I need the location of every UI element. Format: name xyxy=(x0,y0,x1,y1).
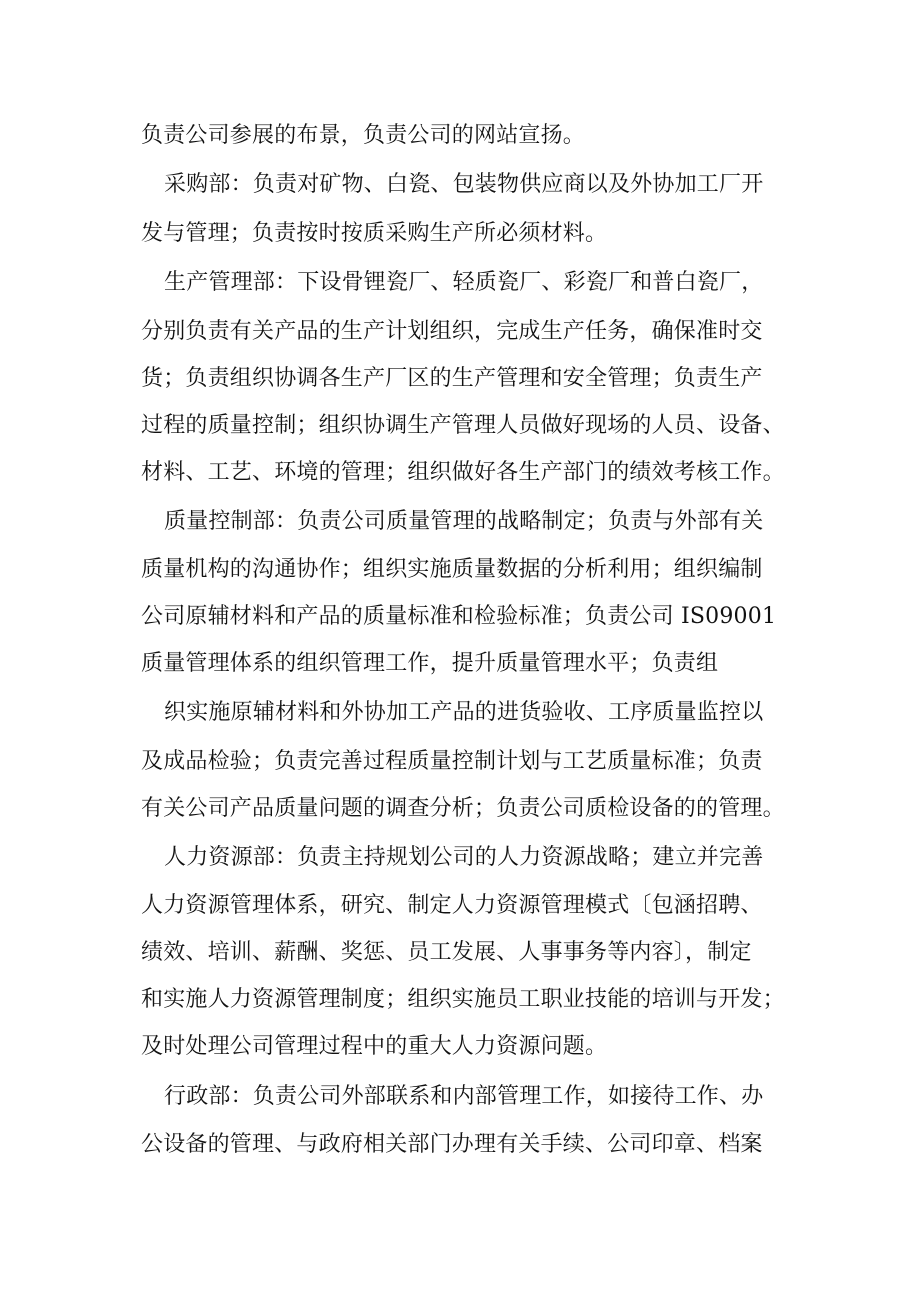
text-line: 公司原辅材料和产品的质量标准和检验标准；负责公司 IS09001 xyxy=(141,604,777,629)
text-line: 负责公司参展的布景，负责公司的网站宣扬。 xyxy=(141,123,586,148)
text-line: 及时处理公司管理过程中的重大人力资源问题。 xyxy=(141,1034,608,1059)
text-line: 公设备的管理、与政府相关部门办理有关手续、公司印章、档案 xyxy=(141,1132,763,1157)
text-line: 有关公司产品质量问题的调查分析；负责公司质检设备的的管理。 xyxy=(141,796,785,821)
text-line: 发与管理；负责按时按质采购生产所必须材料。 xyxy=(141,221,608,246)
text-line: 和实施人力资源管理制度；组织实施员工职业技能的培训与开发； xyxy=(141,987,785,1012)
text-line: 过程的质量控制；组织协调生产管理人员做好现场的人员、设备、 xyxy=(141,413,785,438)
paragraph-start-hr: 人力资源部：负责主持规划公司的人力资源战略；建立并完善 xyxy=(164,845,764,870)
paragraph-start-production: 生产管理部：下设骨锂瓷厂、轻质瓷厂、彩瓷厂和普白瓷厂， xyxy=(164,270,764,295)
text-line: 质量管理体系的组织管理工作，提升质量管理水平；负责组 xyxy=(141,651,719,676)
text-line: 分别负责有关产品的生产计划组织，完成生产任务，确保准时交 xyxy=(141,319,763,344)
paragraph-start-quality: 质量控制部：负责公司质量管理的战略制定；负责与外部有关 xyxy=(164,509,764,534)
text-line: 质量机构的沟通协作；组织实施质量数据的分析利用；组织编制 xyxy=(141,557,763,582)
text-line: 及成品检验；负责完善过程质量控制计划与工艺质量标准；负责 xyxy=(141,749,763,774)
text-line: 货；负责组织协调各生产厂区的生产管理和安全管理；负责生产 xyxy=(141,366,763,391)
paragraph-start-admin: 行政部：负责公司外部联系和内部管理工作，如接待工作、办 xyxy=(164,1084,764,1109)
paragraph-start-procurement: 采购部：负责对矿物、白瓷、包装物供应商以及外协加工厂开 xyxy=(164,172,764,197)
text-line: 人力资源管理体系，研究、制定人力资源管理模式〔包涵招聘、 xyxy=(141,893,763,918)
text-line: 织实施原辅材料和外协加工产品的进货验收、工序质量监控以 xyxy=(164,700,764,725)
text-line: 绩效、培训、薪酬、奖惩、员工发展、人事事务等内容〕，制定 xyxy=(141,940,752,965)
text-line: 材料、工艺、环境的管理；组织做好各生产部门的绩效考核工作。 xyxy=(141,460,785,485)
